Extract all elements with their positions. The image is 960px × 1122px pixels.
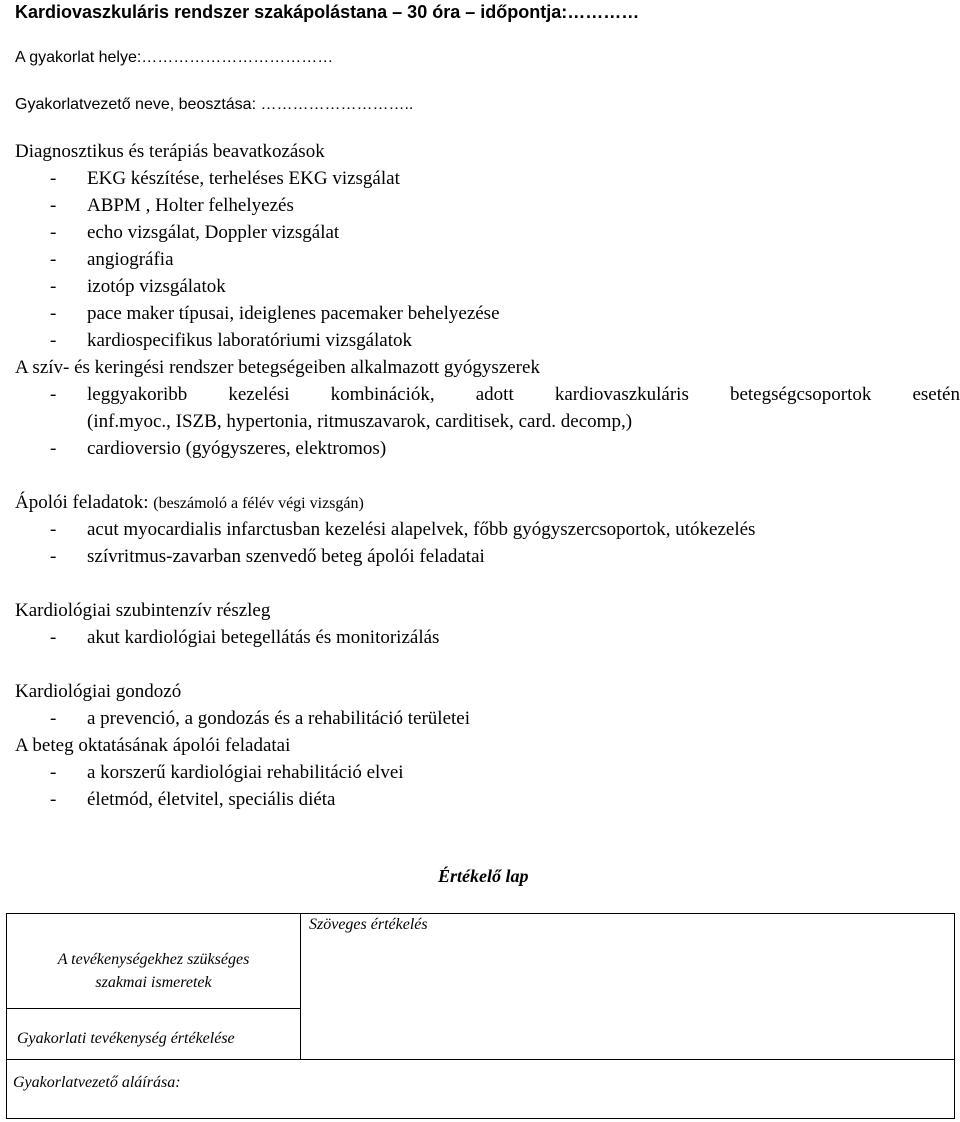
- section-heading-icu: Kardiológiai szubintenzív részleg: [15, 600, 271, 621]
- list-item: - EKG készítése, terheléses EKG vizsgálat: [50, 168, 400, 189]
- list-item: - echo vizsgálat, Doppler vizsgálat: [50, 222, 340, 243]
- list-item: - angiográfia: [50, 249, 174, 270]
- list-item: - szívritmus-zavarban szenvedő beteg ápolói feladatai: [50, 546, 485, 567]
- list-item-continuation: (inf.myoc., ISZB, hypertonia, ritmuszavarok, carditisek, card. decomp,): [87, 411, 633, 432]
- list-item: - izotóp vizsgálatok: [50, 276, 226, 297]
- section-heading-drugs: A szív- és keringési rendszer betegségeiben alkalmazott gyógyszerek: [15, 357, 540, 378]
- table-divider-vertical: [300, 914, 301, 1059]
- section-heading-clinic: Kardiológiai gondozó: [15, 681, 182, 702]
- table-divider: [7, 1008, 300, 1009]
- supervisor-signature-label: Gyakorlatvezető aláírása:: [13, 1074, 181, 1091]
- practice-place-line: A gyakorlat helye:………………………………: [15, 49, 334, 66]
- evaluation-title: Értékelő lap: [438, 866, 529, 886]
- section-heading-nursing: Ápolói feladatok: (beszámoló a félév végi vizsgán): [15, 492, 364, 513]
- justified-line: leggyakoribb kezelési kombinációk, adott kardiovaszkuláris betegségcsoportok esetén: [87, 384, 960, 405]
- list-item: - életmód, életvitel, speciális diéta: [50, 789, 336, 810]
- section-heading-diagnostics: Diagnosztikus és terápiás beavatkozások: [15, 141, 325, 162]
- list-item: - akut kardiológiai betegellátás és monitorizálás: [50, 627, 440, 648]
- page-title: Kardiovaszkuláris rendszer szakápolástana – 30 óra – időpontja:…………: [15, 2, 640, 22]
- supervisor-line: Gyakorlatvezető neve, beosztása: ………………………..: [15, 96, 414, 113]
- practical-evaluation-label: Gyakorlati tevékenység értékelése: [17, 1030, 235, 1047]
- list-item: - ABPM , Holter felhelyezés: [50, 195, 294, 216]
- list-item: - acut myocardialis infarctusban kezelési alapelvek, főbb gyógyszercsoportok, utókezelés: [50, 519, 756, 540]
- list-item: - cardioversio (gyógyszeres, elektromos): [50, 438, 387, 459]
- list-item: - a prevenció, a gondozás és a rehabilitáció területei: [50, 708, 470, 729]
- list-item: - kardiospecifikus laboratóriumi vizsgálatok: [50, 330, 413, 351]
- list-item: - leggyakoribb kezelési kombinációk, adott kardiovaszkuláris betegségcsoportok esetén: [50, 381, 960, 408]
- table-divider: [7, 1059, 954, 1060]
- list-item: - a korszerű kardiológiai rehabilitáció elvei: [50, 762, 404, 783]
- section-heading-education: A beteg oktatásának ápolói feladatai: [15, 735, 291, 756]
- text-evaluation-label: Szöveges értékelés: [309, 916, 428, 933]
- evaluation-table: [6, 913, 955, 1119]
- knowledge-label: A tevékenységekhez szükséges szakmai ismeretek: [57, 951, 250, 991]
- list-item: - pace maker típusai, ideiglenes pacemaker behelyezése: [50, 303, 500, 324]
